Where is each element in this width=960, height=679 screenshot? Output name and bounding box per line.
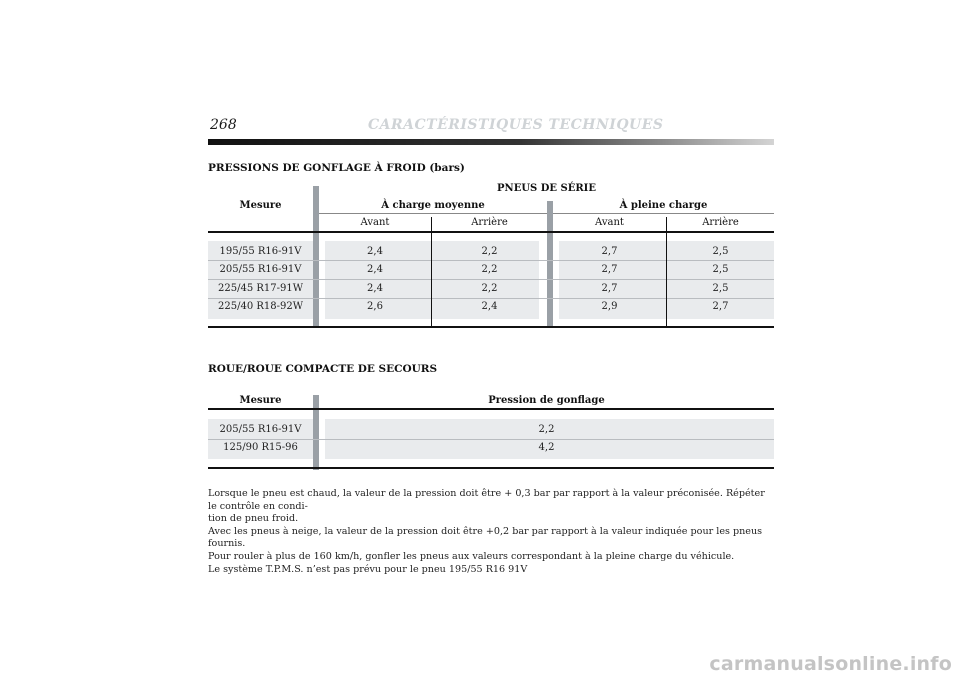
cell-pl-arriere: 2,5 (712, 283, 729, 294)
col-header-mesure: Mesure (239, 200, 282, 211)
section2-title: ROUE/ROUE COMPACTE DE SECOURS (208, 363, 438, 375)
cell-pl-avant: 2,7 (601, 264, 618, 275)
cell-pl-avant: 2,7 (601, 246, 618, 257)
cell-moy-arriere: 2,4 (481, 301, 498, 312)
subheader-charge-moyenne: À charge moyenne (381, 200, 485, 211)
cell-pression: 2,2 (538, 424, 555, 435)
cell-moy-arriere: 2,2 (481, 264, 498, 275)
cell-mesure: 125/90 R15-96 (223, 442, 298, 453)
col-header-moy-arriere: Arrière (471, 217, 508, 228)
col-header-pl-avant: Avant (595, 217, 624, 228)
col-header-pression: Pression de gonflage (488, 395, 605, 406)
subheader-pleine-charge: À pleine charge (619, 200, 708, 211)
cell-moy-avant: 2,4 (367, 246, 383, 257)
cell-mesure: 205/55 R16-91V (219, 424, 302, 435)
note-line: Avec les pneus à neige, la valeur de la pression doit être +0,2 bar par rapport à la valeur indiquée pour les pneus fournis. (208, 525, 763, 550)
cell-moy-avant: 2,6 (367, 301, 383, 312)
note-line: Pour rouler à plus de 160 km/h, gonfler les pneus aux valeurs correspondant à la pleine charge du véhicule. (208, 550, 735, 562)
note-line: tion de pneu froid. (208, 513, 299, 525)
cell-moy-arriere: 2,2 (481, 283, 498, 294)
cell-moy-avant: 2,4 (367, 264, 383, 275)
watermark: carmanualsonline.info (709, 653, 952, 675)
col-header-moy-avant: Avant (360, 217, 390, 228)
cell-pl-avant: 2,7 (601, 283, 618, 294)
cell-mesure: 225/40 R18-92W (218, 301, 303, 312)
col-header-mesure: Mesure (239, 395, 282, 406)
notes-paragraph (208, 488, 774, 576)
cell-moy-avant: 2,4 (367, 283, 383, 294)
note-line: Lorsque le pneu est chaud, la valeur de la pression doit être + 0,3 bar par rapport à la valeur préconisée. Répéter le contrôle en condi- (208, 488, 765, 512)
chapter-title: CARACTÉRISTIQUES TECHNIQUES (368, 117, 664, 133)
cell-mesure: 195/55 R16-91V (219, 246, 302, 257)
group-header-pneus-de-serie: PNEUS DE SÉRIE (497, 183, 596, 194)
page-number: 268 (210, 117, 237, 133)
cell-pl-avant: 2,9 (601, 301, 618, 312)
section1-title: PRESSIONS DE GONFLAGE À FROID (bars) (208, 162, 465, 174)
cell-pression: 4,2 (538, 442, 555, 453)
col-header-pl-arriere: Arrière (702, 217, 739, 228)
cell-pl-arriere: 2,5 (712, 246, 729, 257)
note-line: Le système T.P.M.S. n’est pas prévu pour le pneu 195/55 R16 91V (208, 563, 528, 575)
cell-mesure: 225/45 R17-91W (218, 283, 303, 294)
cell-pl-arriere: 2,7 (712, 301, 729, 312)
header-bottom-rule (208, 408, 774, 410)
table-bottom-rule (208, 467, 774, 469)
cell-pl-arriere: 2,5 (712, 264, 729, 275)
cell-moy-arriere: 2,2 (481, 246, 498, 257)
cell-mesure: 205/55 R16-91V (219, 264, 302, 275)
